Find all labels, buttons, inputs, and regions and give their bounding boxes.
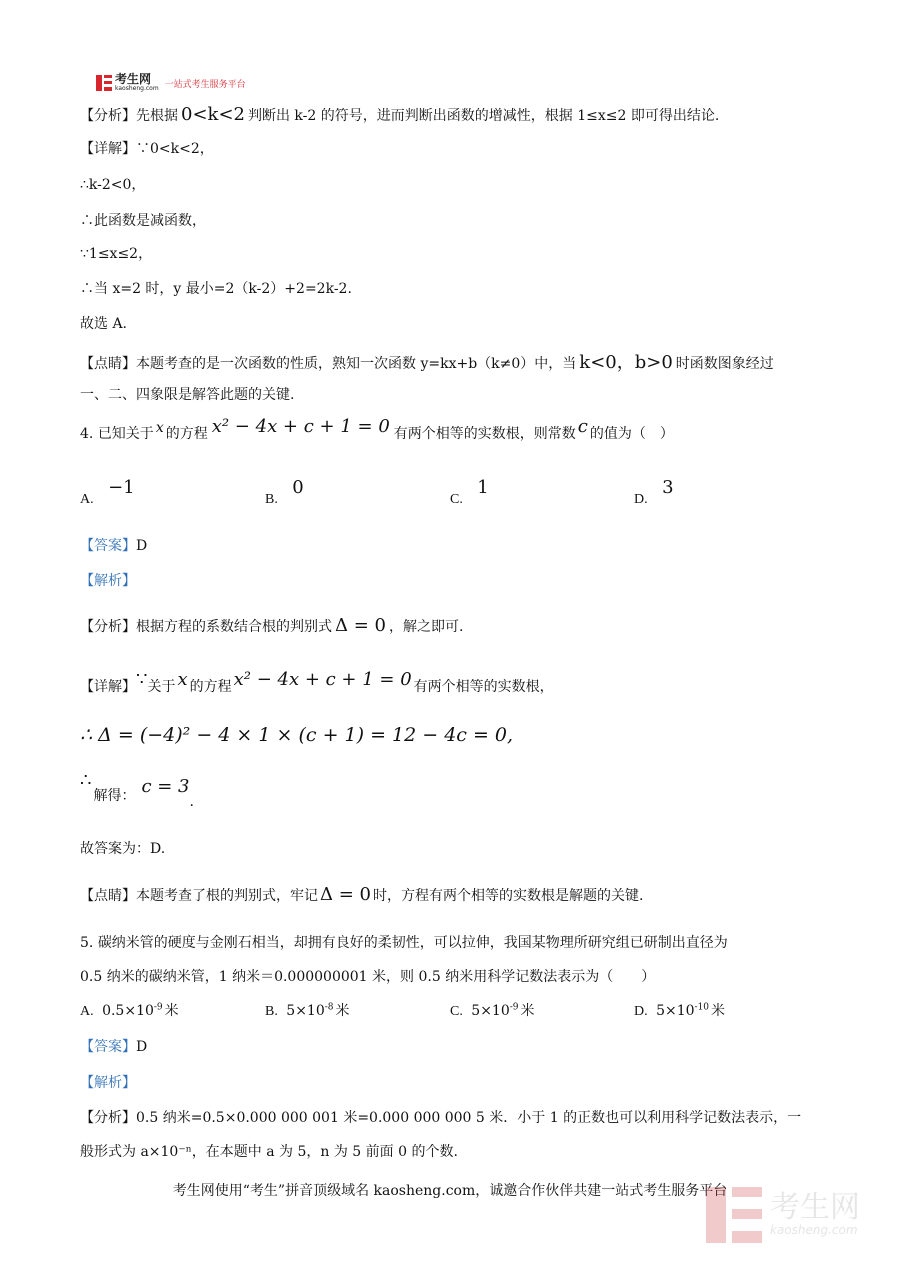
fenxi-tag: 【分析】 xyxy=(80,619,136,635)
q4-var-c: c xyxy=(577,416,588,437)
xiangjie-tag: 【详解】 xyxy=(80,679,136,695)
site-logo xyxy=(96,74,246,92)
logo-slogan: 一站式考生服务平台 xyxy=(164,79,246,90)
q3-dianjing-cond: k<0，b>0 xyxy=(579,352,673,373)
option-label: B. xyxy=(265,492,278,507)
q5-option-a xyxy=(80,1000,179,1020)
q3-dianjing-text-b: 时函数图象经过 xyxy=(675,356,774,372)
watermark-name: 考生网 xyxy=(770,1190,860,1225)
q4-stem-d: 的值为（ ） xyxy=(589,426,674,442)
option-unit: 米 xyxy=(164,1003,179,1019)
q3-line-2: ∴k-2<0， xyxy=(80,177,146,193)
logo-domain: kaosheng.com xyxy=(115,85,159,92)
q4-dianjing-text-a: 本题考查了根的判别式，牢记 xyxy=(136,888,318,904)
q4-dianjing-eq: Δ = 0 xyxy=(320,884,371,905)
q5-answer xyxy=(80,1036,147,1056)
answer-value: D xyxy=(136,1039,148,1055)
q3-dianjing-line-2: 一、二、四象限是解答此题的关键. xyxy=(80,387,295,403)
xiangjie-tag: 【详解】 xyxy=(80,141,136,157)
q4-stem-c: 有两个相等的实数根，则常数 xyxy=(393,426,576,442)
q4-dianjing xyxy=(80,884,643,905)
dianjing-tag: 【点睛】 xyxy=(80,356,136,372)
option-exponent: -8 xyxy=(324,1002,334,1013)
logo-name: 考生网 xyxy=(115,72,152,86)
logo-mark-icon xyxy=(96,75,112,91)
q4-xiangjie-text-c: 有两个相等的实数根， xyxy=(413,679,554,695)
q3-line-5: ∴当 x=2 时，y 最小=2（k-2）+2=2k-2. xyxy=(80,281,352,297)
solve-label: 解得： xyxy=(93,788,136,804)
q4-stem-b: 的方程 xyxy=(165,426,208,442)
q4-equation: x² − 4x + c + 1 = 0 xyxy=(211,416,390,437)
q3-line-3: ∴此函数是减函数， xyxy=(80,213,206,229)
option-unit: 米 xyxy=(711,1003,726,1019)
q3-line-1: ∵0<k<2， xyxy=(136,141,214,157)
q4-fenxi-text-a: 根据方程的系数结合根的判别式 xyxy=(136,619,332,635)
q3-fenxi-cond: 0<k<2 xyxy=(181,104,245,125)
option-value: 0 xyxy=(292,477,304,498)
option-label: D. xyxy=(634,1004,648,1019)
therefore-symbol: ∴ xyxy=(80,770,92,791)
option-base: 0.5×10 xyxy=(102,1003,154,1019)
answer-value: D xyxy=(136,538,148,554)
q4-xiangjie-text-a: 关于 xyxy=(147,679,176,695)
q4-option-c xyxy=(450,477,489,508)
fenxi-tag: 【分析】 xyxy=(80,108,136,124)
q4-stem xyxy=(80,416,674,443)
q3-dianjing-text-a: 本题考查的是一次函数的性质，熟知一次函数 y=kx+b（k≠0）中，当 xyxy=(136,356,577,372)
q4-fenxi-text-b: ，解之即可. xyxy=(388,619,464,635)
q4-delta-line: ∴ Δ = (−4)² − 4 × 1 × (c + 1) = 12 − 4c = 0, xyxy=(80,724,514,746)
q4-option-a xyxy=(80,477,135,508)
q4-number: 4. xyxy=(80,426,94,442)
q3-fenxi xyxy=(80,104,719,125)
q4-fenxi xyxy=(80,615,463,636)
q5-stem-line-1 xyxy=(80,932,728,952)
watermark xyxy=(706,1187,860,1243)
q4-solve xyxy=(80,770,194,810)
q4-xiangjie-eq: x² − 4x + c + 1 = 0 xyxy=(233,669,412,690)
option-base: 5×10 xyxy=(471,1003,510,1019)
q5-option-d xyxy=(634,1000,725,1020)
q5-stem-line-2: 0.5 纳米的碳纳米管，1 纳米＝0.000000001 米，则 0.5 纳米用科学记数法表示为（ ） xyxy=(80,969,656,985)
option-exponent: -10 xyxy=(694,1002,710,1013)
q5-jiexi-tag: 【解析】 xyxy=(80,1075,136,1091)
dianjing-tag: 【点睛】 xyxy=(80,888,136,904)
q3-dianjing xyxy=(80,348,774,374)
q4-dianjing-text-b: 时，方程有两个相等的实数根是解题的关键. xyxy=(372,888,644,904)
q4-var-x: x xyxy=(155,420,164,436)
q5-option-b xyxy=(265,1000,350,1020)
option-base: 5×10 xyxy=(286,1003,325,1019)
option-exponent: -9 xyxy=(153,1002,163,1013)
because-symbol: ∵ xyxy=(136,669,148,690)
q5-option-c xyxy=(450,1000,535,1020)
solve-end: . xyxy=(189,794,194,810)
q5-stem-a: 碳纳米管的硬度与金刚石相当，却拥有良好的柔韧性，可以拉伸，我国某物理所研究组已研制出直径为 xyxy=(97,935,728,951)
option-label: A. xyxy=(80,492,94,507)
q3-line-4: ∵1≤x≤2， xyxy=(80,246,153,262)
option-value: −1 xyxy=(108,477,135,498)
answer-tag: 【答案】 xyxy=(80,1039,136,1055)
option-label: C. xyxy=(450,1004,463,1019)
q5-number: 5. xyxy=(80,935,94,951)
q3-fenxi-text-b: 判断出 k-2 的符号，进而判断出函数的增减性，根据 1≤x≤2 即可得出结论. xyxy=(247,108,720,124)
option-exponent: -9 xyxy=(509,1002,519,1013)
option-unit: 米 xyxy=(520,1003,535,1019)
watermark-domain: kaosheng.com xyxy=(770,1223,858,1237)
option-value: 1 xyxy=(477,477,489,498)
option-label: D. xyxy=(634,492,648,507)
q5-fenxi-text-a: 0.5 纳米=0.5×0.000 000 001 米=0.000 000 000 5 米．小于 1 的正数也可以利用科学记数法表示，一 xyxy=(136,1110,802,1126)
q4-fenxi-eq: Δ = 0 xyxy=(335,615,386,636)
q5-fenxi-line-2: 般形式为 a×10⁻ⁿ，在本题中 a 为 5，n 为 5 前面 0 的个数. xyxy=(80,1144,458,1160)
q4-option-d xyxy=(634,477,674,508)
q4-option-b xyxy=(265,477,304,508)
q5-fenxi xyxy=(80,1107,801,1127)
option-value: 3 xyxy=(662,477,674,498)
q4-conclusion: 故答案为：D. xyxy=(80,841,166,857)
option-unit: 米 xyxy=(335,1003,350,1019)
q3-xiangjie xyxy=(80,138,214,158)
q4-xiangjie-var: x xyxy=(177,669,188,690)
q3-line-6: 故选 A. xyxy=(80,316,128,332)
q4-stem-a: 已知关于 xyxy=(97,426,154,442)
q4-answer xyxy=(80,535,147,555)
fenxi-tag: 【分析】 xyxy=(80,1110,136,1126)
q4-jiexi-tag: 【解析】 xyxy=(80,573,136,589)
option-base: 5×10 xyxy=(656,1003,695,1019)
option-label: B. xyxy=(265,1004,278,1019)
option-label: A. xyxy=(80,1004,94,1019)
answer-tag: 【答案】 xyxy=(80,538,136,554)
page-footer: 考生网使用“考生”拼音顶级域名 kaosheng.com，诚邀合作伙伴共建一站式考生服务平台 xyxy=(172,1183,728,1199)
q4-xiangjie xyxy=(80,669,554,696)
q4-xiangjie-text-b: 的方程 xyxy=(189,679,232,695)
watermark-logo-icon xyxy=(706,1187,762,1243)
option-label: C. xyxy=(450,492,463,507)
solve-equation: c = 3 xyxy=(141,776,190,797)
q3-fenxi-text-a: 先根据 xyxy=(136,108,178,124)
